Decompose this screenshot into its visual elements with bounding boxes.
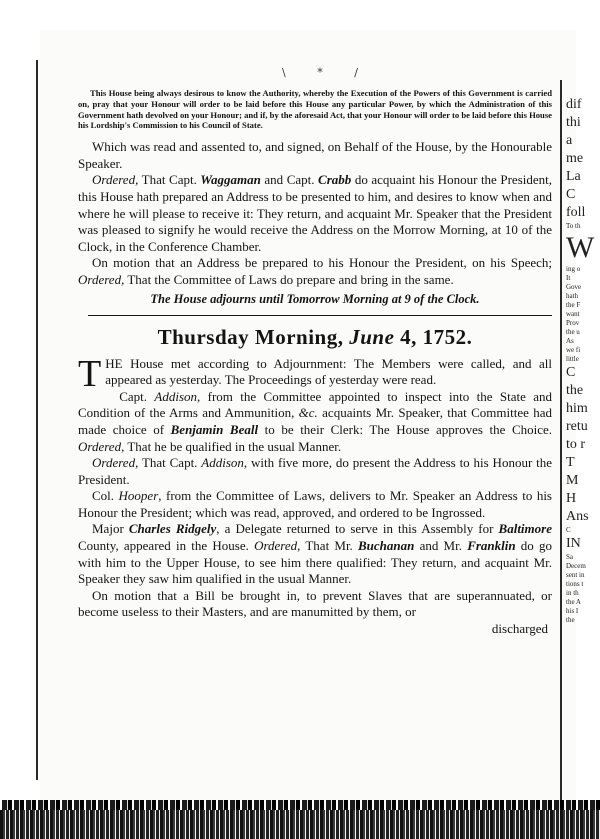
fragment-line: H bbox=[566, 491, 577, 506]
person-name: Addison bbox=[201, 455, 244, 471]
text-run: do go with him to the Upper House, to see him there qualified: They return, and acquaint Mr. Speaker they saw him qualified in the usual Manner. bbox=[78, 538, 553, 587]
fragment-line: T bbox=[566, 455, 575, 470]
ordered-label: Ordered, bbox=[78, 271, 125, 287]
fragment-line: C bbox=[566, 526, 571, 534]
session-heading bbox=[78, 324, 552, 350]
section-divider bbox=[88, 315, 552, 316]
scan-edge-fringe bbox=[0, 800, 600, 839]
fragment-line: hath bbox=[566, 292, 579, 300]
person-name: Crabb bbox=[318, 172, 352, 188]
text-run: to be their Clerk: The House approves the Choice. bbox=[258, 421, 553, 437]
ordered-label: Ordered, bbox=[254, 538, 301, 554]
text-run: That Capt. bbox=[138, 455, 202, 471]
fragment-line: thi bbox=[566, 115, 581, 130]
drop-cap: T bbox=[78, 352, 102, 395]
fragment-line: his I bbox=[566, 607, 579, 615]
text-run: That Capt. bbox=[138, 172, 201, 188]
text-run: , a Delegate returned to serve in this Assembly for bbox=[216, 521, 499, 537]
fragment-line: It bbox=[566, 274, 571, 282]
text-run: , from the Committee of Laws, delivers to Mr. Speaker an Address to his Honour the President; which was read, approved, and ordered to be Ingrossed. bbox=[78, 488, 552, 520]
heading-month: June bbox=[349, 324, 395, 349]
fragment-line: ing o bbox=[566, 265, 581, 273]
person-name: Addison bbox=[154, 388, 198, 404]
main-column bbox=[78, 88, 552, 637]
fragment-line: Ans bbox=[566, 509, 589, 524]
fragment-line: the F bbox=[566, 301, 581, 309]
fragment-line: we fi bbox=[566, 346, 581, 354]
heading-day: Thursday Morning, bbox=[157, 324, 350, 349]
person-name: Buchanan bbox=[358, 538, 415, 554]
fragment-line: IN bbox=[566, 536, 581, 551]
fragment-line: retu bbox=[566, 419, 588, 434]
house-met-paragraph bbox=[78, 352, 552, 395]
fragment-line: W bbox=[566, 231, 595, 264]
slaves-bill-paragraph: On motion that a Bill be brought in, to prevent Slaves that are superannuated, or become useless to their Masters, and are manumitted by them, or bbox=[78, 587, 552, 620]
fragment-line: Sa bbox=[566, 553, 573, 561]
text-run: , from the Committee appointed to inspect into the State and Condition of the Arms and Ammunition, bbox=[78, 388, 552, 421]
person-name: Franklin bbox=[467, 538, 516, 554]
addison-committee-paragraph bbox=[78, 389, 552, 455]
fragment-line: want bbox=[566, 310, 580, 318]
fragment-line: dif bbox=[566, 97, 582, 112]
ordered-label: Ordered, bbox=[92, 172, 139, 188]
fragment-line: in th bbox=[566, 589, 579, 597]
fragment-line: me bbox=[566, 151, 584, 166]
catchword: discharged bbox=[491, 621, 548, 637]
text-run: HE House met according to Adjournment: The Members were called, and all appeared as yesterday. The Proceedings of yesterday were read. bbox=[105, 355, 552, 388]
person-name: Charles Ridgely bbox=[128, 521, 217, 537]
adjournment-notice: The House adjourns until Tomorrow Morning at 9 of the Clock. bbox=[150, 291, 480, 306]
fragment-line: the u bbox=[566, 328, 580, 336]
fragment-line: the bbox=[566, 383, 584, 398]
fragment-line: Decem bbox=[566, 562, 586, 570]
text-run: That the Committee of Laws do prepare and bring in the same. bbox=[124, 271, 454, 287]
header-marks: \ * / bbox=[282, 66, 372, 79]
present-address-paragraph bbox=[78, 455, 552, 488]
hooper-paragraph bbox=[78, 488, 552, 521]
heading-date: 4, 1752. bbox=[394, 324, 473, 349]
text-run: and Capt. bbox=[260, 172, 319, 188]
text-run: That Mr. bbox=[300, 538, 359, 554]
page-left-margin bbox=[0, 0, 36, 800]
fragment-line: him bbox=[566, 401, 588, 416]
fragment-line: to r bbox=[566, 437, 586, 452]
text-run: , with five more, do present the Address to his Honour the President. bbox=[78, 455, 553, 487]
person-name: Hooper bbox=[118, 488, 159, 504]
fragment-line: As bbox=[566, 337, 574, 345]
text-run: That he be qualified in the usual Manner. bbox=[124, 438, 342, 454]
fragment-line: To th bbox=[566, 222, 581, 230]
text-run: Col. bbox=[92, 488, 119, 504]
read-assented-paragraph: Which was read and assented to, and signed, on Behalf of the House, by the Honourable Speaker. bbox=[78, 139, 552, 171]
county-name: Baltimore bbox=[498, 521, 552, 537]
left-column-rule bbox=[36, 60, 38, 780]
fragment-line: foll bbox=[566, 205, 586, 220]
text-run: do acquaint his Honour the President, this House hath prepared an Address to be presented to him, and desires to know when and where he will please to receive it: They return, and acquaint Mr. Speaker that the President was pleased to signify he would receive the Address on the Morrow Morning, at 10 of the Clock, in the Conference Chamber. bbox=[78, 172, 553, 254]
fragment-line: C bbox=[566, 187, 576, 202]
fragment-line: La bbox=[566, 169, 581, 184]
fragment-line: M bbox=[566, 473, 579, 488]
fragment-line: Gove bbox=[566, 283, 582, 291]
person-name: Waggaman bbox=[200, 172, 261, 188]
text-run: Capt. bbox=[119, 388, 155, 404]
right-column-fragment bbox=[566, 96, 600, 625]
fragment-line: Prov bbox=[566, 319, 580, 327]
fragment-line: the bbox=[566, 616, 575, 624]
motion-address-paragraph bbox=[78, 255, 552, 288]
ordered-waggaman-paragraph bbox=[78, 172, 552, 255]
text-run: Major bbox=[92, 521, 129, 537]
text-run: acquaints Mr. Speaker, that Committee had made choice of bbox=[78, 405, 552, 437]
ordered-label: Ordered, bbox=[78, 438, 125, 454]
ridgely-paragraph bbox=[78, 521, 552, 587]
fragment-line: tions t bbox=[566, 580, 584, 588]
text-run: County, appeared in the House. bbox=[78, 538, 255, 554]
fragment-line: a bbox=[566, 133, 573, 148]
text-run: and Mr. bbox=[414, 538, 468, 554]
etc-abbrev: &c. bbox=[298, 405, 318, 421]
opening-small-paragraph: This House being always desirous to know the Authority, whereby the Execution of the Powers of this Government is carried on, pray that your Honour will order to be laid before this House any particular Power, by which the Administration of this Government hath devolved on your Honour; and if, by the aforesaid Act, that your Honour will order to be laid before this House his Lordship's Commission to his Council of State. bbox=[78, 88, 552, 131]
person-name: Benjamin Beall bbox=[170, 421, 259, 437]
right-column-rule bbox=[560, 80, 562, 800]
text-run: On motion that an Address be prepared to his Honour the President, on his Speech; bbox=[92, 255, 552, 271]
fragment-line: the A bbox=[566, 598, 581, 606]
fragment-line: sent in bbox=[566, 571, 585, 579]
ordered-label: Ordered, bbox=[92, 455, 139, 471]
fragment-line: C bbox=[566, 365, 576, 380]
fragment-line: little bbox=[566, 355, 579, 363]
